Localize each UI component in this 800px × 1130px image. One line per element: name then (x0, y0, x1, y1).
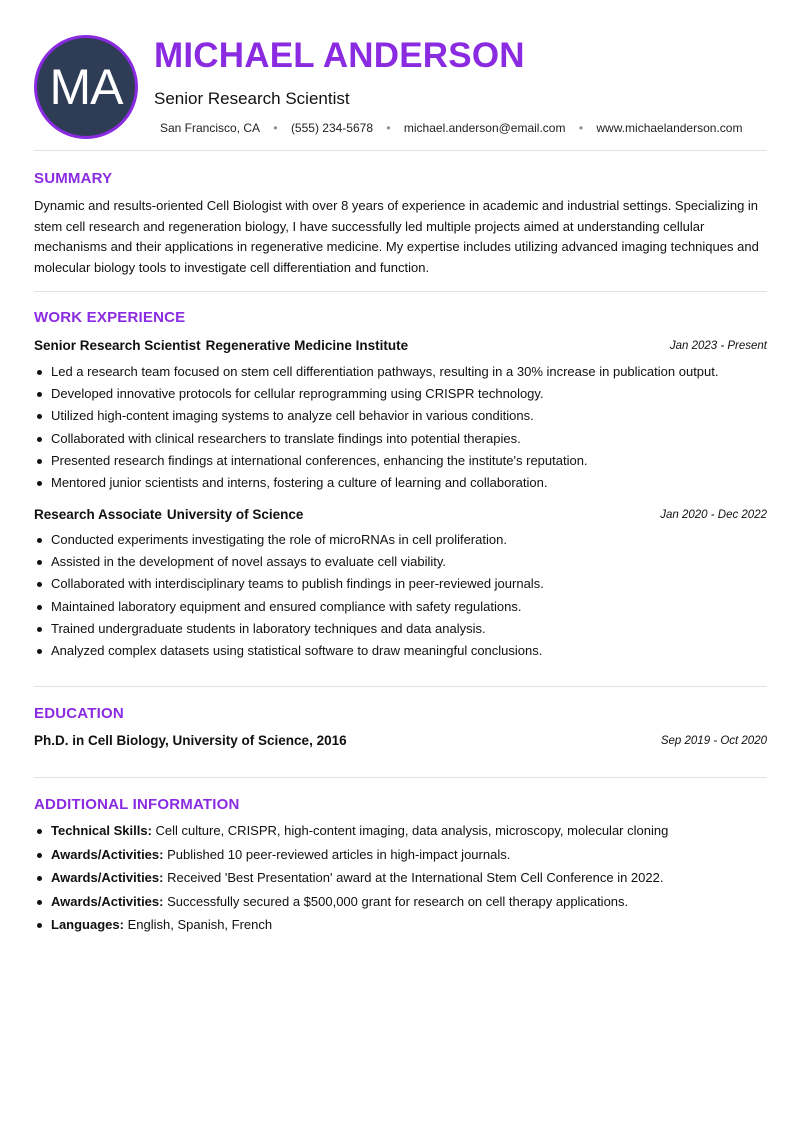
job-header (34, 507, 767, 525)
job-dates: Jan 2020 - Dec 2022 (660, 509, 767, 521)
info-label: Languages: (51, 917, 124, 932)
info-text: Successfully secured a $500,000 grant for research on cell therapy applications. (167, 893, 629, 909)
education-entry (34, 733, 767, 751)
info-item (34, 843, 769, 867)
separator-dot-icon: • (386, 121, 391, 135)
job-bullet: Maintained laboratory equipment and ensured compliance with safety regulations. (34, 596, 769, 618)
job-title (34, 507, 303, 522)
job-bullet: Trained undergraduate students in laboratory techniques and data analysis. (34, 618, 769, 640)
education-degree: Ph.D. in Cell Biology, University of Science, 2016 (34, 733, 347, 748)
education-heading: EDUCATION (34, 705, 124, 722)
job-bullet: Presented research findings at international conferences, enhancing the institute's reputation. (34, 450, 769, 472)
candidate-role: Senior Research Scientist (154, 89, 350, 108)
job-position: Senior Research Scientist (34, 338, 201, 353)
job-bullet: Utilized high-content imaging systems to analyze cell behavior in various conditions. (34, 405, 769, 427)
job-company: Regenerative Medicine Institute (205, 338, 409, 353)
info-item (34, 890, 769, 914)
info-text: Received 'Best Presentation' award at the International Stem Cell Conference in 2022. (167, 870, 664, 885)
section-divider (34, 686, 767, 687)
info-text: Cell culture, CRISPR, high-content imaging, data analysis, microscopy, molecular cloning (155, 823, 669, 838)
education-dates: Sep 2019 - Oct 2020 (660, 735, 767, 747)
additional-info-list (34, 819, 769, 937)
info-item (34, 913, 769, 937)
job-bullet: Collaborated with clinical researchers to translate findings into potential therapies. (34, 428, 769, 450)
job-dates: Jan 2023 - Present (669, 340, 767, 352)
section-divider (34, 777, 767, 778)
job-company: University of Science (166, 507, 304, 522)
summary-text: Dynamic and results-oriented Cell Biologist with over 8 years of experience in academic and industrial settings. Specializing in stem cell research and regeneration biology, I have successfully led multiple projects aimed at understanding cellular mechanisms and their applications in regenerative medicine. My expertise includes utilizing advanced imaging techniques and molecular biology tools to investigate cell differentiation and function. (34, 198, 759, 275)
job-bullet-list (34, 361, 769, 494)
contact-bar (160, 121, 742, 135)
job-bullet: Led a research team focused on stem cell differentiation pathways, resulting in a 30% increase in publication output. (34, 361, 769, 383)
separator-dot-icon: • (578, 121, 584, 135)
job-bullet: Collaborated with interdisciplinary teams to publish findings in peer-reviewed journals. (34, 573, 769, 595)
additional-info-heading: ADDITIONAL INFORMATION (34, 796, 240, 813)
info-item (34, 819, 769, 843)
job-bullet: Analyzed complex datasets using statistical software to draw meaningful conclusions. (34, 640, 769, 662)
info-label: Awards/Activities: (51, 893, 164, 909)
contact-phone[interactable]: (555) 234-5678 (290, 121, 373, 135)
job-header (34, 338, 767, 356)
info-text: English, Spanish, French (127, 917, 273, 932)
job-bullet: Mentored junior scientists and interns, fostering a culture of learning and collaboration. (34, 472, 769, 494)
work-experience-heading: WORK EXPERIENCE (34, 309, 186, 326)
contact-location: San Francisco, CA (160, 121, 261, 135)
section-divider (34, 291, 767, 292)
avatar (34, 35, 138, 139)
job-position: Research Associate (34, 507, 162, 522)
info-label: Technical Skills: (51, 823, 152, 838)
job-title (34, 338, 408, 353)
job-bullet: Assisted in the development of novel assays to evaluate cell viability. (34, 551, 769, 573)
job-bullet-list (34, 529, 769, 662)
separator-dot-icon: • (273, 121, 278, 135)
contact-email[interactable]: michael.anderson@email.com (403, 121, 566, 135)
section-divider (34, 150, 767, 151)
job-bullet: Conducted experiments investigating the role of microRNAs in cell proliferation. (34, 529, 769, 551)
summary-heading: SUMMARY (34, 170, 113, 187)
info-item (34, 866, 769, 890)
avatar-initials: MA (49, 59, 123, 115)
job-bullet: Developed innovative protocols for cellular reprogramming using CRISPR technology. (34, 383, 769, 405)
info-label: Awards/Activities: (51, 870, 164, 885)
contact-website[interactable]: www.michaelanderson.com (596, 121, 743, 135)
info-label: Awards/Activities: (51, 846, 164, 862)
candidate-name: MICHAEL ANDERSON (154, 36, 525, 75)
info-text: Published 10 peer-reviewed articles in high-impact journals. (167, 846, 511, 862)
